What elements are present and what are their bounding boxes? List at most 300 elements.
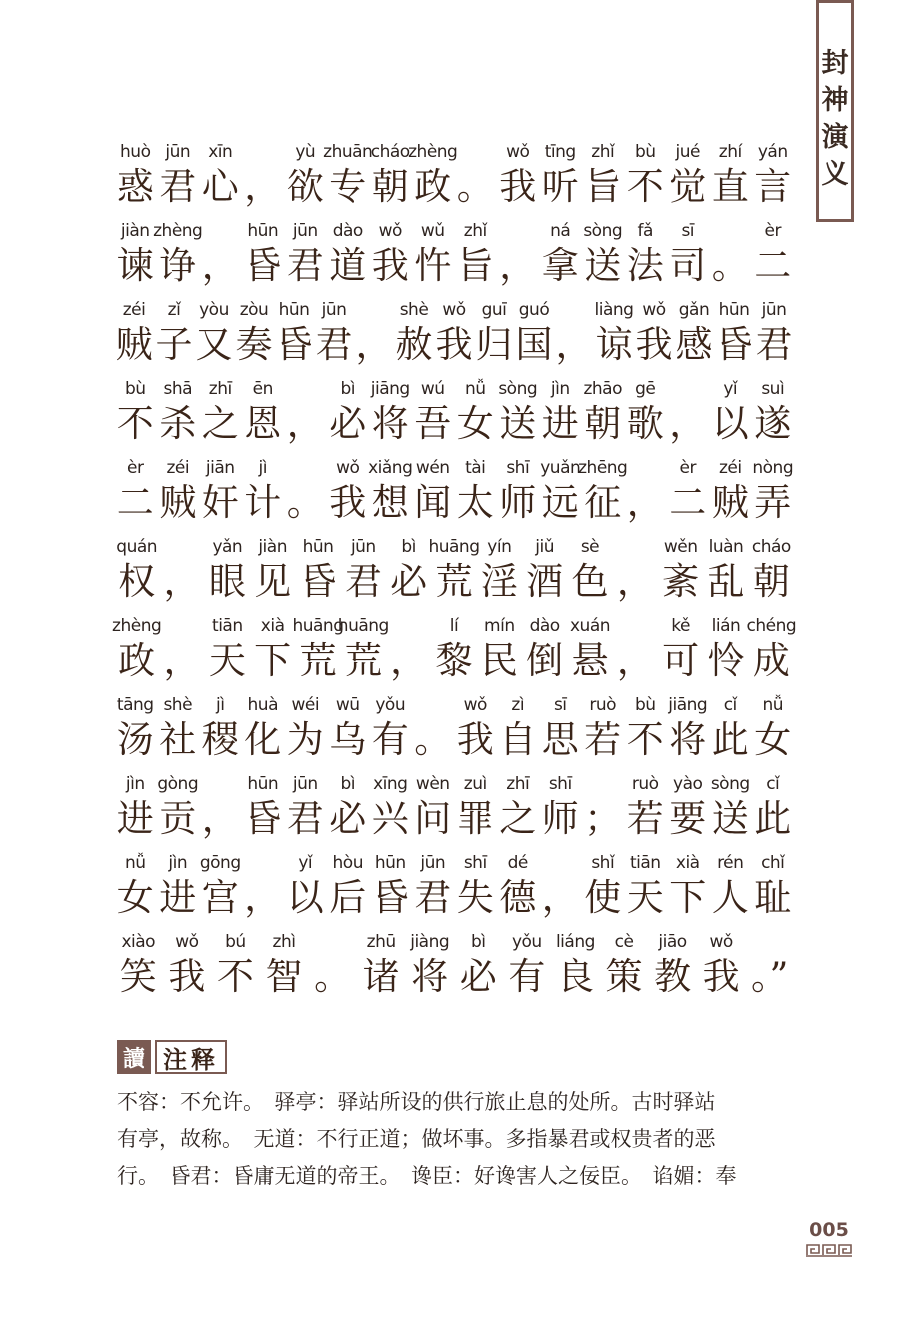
pinyin-syllable: huà [247, 695, 278, 715]
hanzi-char: 此 [711, 718, 749, 761]
pinyin-syllable: nòng [752, 458, 794, 478]
hanzi-row [114, 639, 794, 683]
hanzi-char: 君 [414, 876, 452, 919]
hanzi-char: 进 [541, 402, 579, 445]
pinyin-syllable: hūn [718, 300, 750, 320]
hanzi-row [114, 955, 794, 999]
hanzi-char: 后 [329, 876, 367, 919]
hanzi-char: 乱 [707, 560, 745, 603]
pinyin-syllable: yín [487, 537, 512, 557]
hanzi-char: 君 [755, 323, 793, 366]
pinyin-syllable: dào [529, 616, 560, 636]
hanzi-char: 下 [669, 876, 707, 919]
pinyin-syllable: yǐ [723, 379, 738, 399]
hanzi-char: 听 [541, 165, 579, 208]
hanzi-char: 眼 [208, 560, 246, 603]
hanzi-char: 诤 [159, 244, 197, 287]
pinyin-syllable: zhēng [578, 458, 628, 478]
pinyin-syllable: kě [671, 616, 690, 636]
hanzi-char: ， [286, 402, 324, 445]
pinyin-syllable: huāng [428, 537, 480, 557]
hanzi-char: 若 [584, 718, 622, 761]
pinyin-syllable: yǐ [298, 853, 313, 873]
hanzi-char: 以 [711, 402, 749, 445]
hanzi-char: 之 [201, 402, 239, 445]
hanzi-char: 昏 [299, 560, 337, 603]
hanzi-char: 见 [254, 560, 292, 603]
pinyin-row [112, 614, 797, 638]
pinyin-syllable: wǒ [709, 932, 733, 952]
hanzi-row [114, 560, 794, 604]
pinyin-row [114, 377, 794, 401]
hanzi-char: 必 [329, 797, 367, 840]
hanzi-char: ； [584, 797, 622, 840]
hanzi-char: 要 [669, 797, 707, 840]
hanzi-char: 天 [208, 639, 246, 682]
notes-read-icon: 讀 [117, 1040, 151, 1074]
pinyin-syllable: cè [614, 932, 634, 952]
hanzi-char: ， [163, 560, 201, 603]
hanzi-char: ， [244, 165, 282, 208]
pinyin-syllable: yǒu [375, 695, 406, 715]
hanzi-char: ， [616, 639, 654, 682]
book-title-char: 义 [821, 159, 849, 190]
pinyin-syllable: zuì [463, 774, 487, 794]
hanzi-char: 。” [750, 955, 789, 998]
hanzi-char: 怜 [707, 639, 745, 682]
book-title-tab-inner [818, 2, 852, 220]
pinyin-syllable: yù [295, 142, 316, 162]
hanzi-char: 遂 [754, 402, 792, 445]
pinyin-syllable: xīn [208, 142, 233, 162]
hanzi-row [114, 323, 794, 367]
hanzi-char: 谅 [595, 323, 633, 366]
reading-line [114, 772, 794, 851]
pinyin-syllable: shǐ [591, 853, 615, 873]
pinyin-syllable: guó [518, 300, 550, 320]
hanzi-char: 荒 [435, 560, 473, 603]
pinyin-syllable: yòu [199, 300, 229, 320]
pinyin-syllable: jiāo [658, 932, 687, 952]
hanzi-char: 将 [669, 718, 707, 761]
hanzi-char: 昏 [715, 323, 753, 366]
pinyin-syllable: ruò [631, 774, 659, 794]
hanzi-char: 必 [390, 560, 428, 603]
pinyin-syllable: hūn [247, 774, 279, 794]
hanzi-char: 问 [414, 797, 452, 840]
pinyin-syllable: zǐ [167, 300, 181, 320]
pinyin-syllable: wǒ [463, 695, 487, 715]
hanzi-char: 君 [159, 165, 197, 208]
pinyin-syllable: huāng [337, 616, 389, 636]
hanzi-char: 紊 [662, 560, 700, 603]
hanzi-char: 思 [541, 718, 579, 761]
pinyin-row [114, 140, 794, 164]
hanzi-char: 良 [556, 955, 594, 998]
pinyin-syllable: zéi [122, 300, 146, 320]
hanzi-char: 策 [605, 955, 643, 998]
pinyin-syllable: sī [681, 221, 695, 241]
pinyin-syllable: yào [673, 774, 703, 794]
hanzi-char: ， [355, 323, 393, 366]
hanzi-char: 专 [329, 165, 367, 208]
hanzi-char: 女 [754, 718, 792, 761]
hanzi-char: 悬 [571, 639, 609, 682]
hanzi-char: 送 [711, 797, 749, 840]
pinyin-syllable: zhèng [408, 142, 458, 162]
hanzi-char: 兴 [371, 797, 409, 840]
pinyin-syllable: gōng [199, 853, 241, 873]
pinyin-syllable: wěn [663, 537, 698, 557]
pinyin-syllable: cǐ [723, 695, 737, 715]
hanzi-char: 朝 [371, 165, 409, 208]
hanzi-char: 征 [584, 481, 622, 524]
hanzi-char: ， [499, 244, 537, 287]
pinyin-syllable: gòng [157, 774, 199, 794]
pinyin-syllable: hòu [332, 853, 363, 873]
hanzi-char: 法 [626, 244, 664, 287]
pinyin-syllable: ná [550, 221, 571, 241]
pinyin-syllable: jiàn [258, 537, 287, 557]
hanzi-char: 朝 [584, 402, 622, 445]
pinyin-syllable: wǒ [336, 458, 360, 478]
hanzi-char: 使 [584, 876, 622, 919]
hanzi-char: 必 [459, 955, 497, 998]
pinyin-syllable: bù [634, 142, 656, 162]
pinyin-syllable: zhuān [323, 142, 373, 162]
pinyin-syllable: sòng [498, 379, 538, 399]
pinyin-row [114, 219, 794, 243]
hanzi-char: 贼 [115, 323, 153, 366]
hanzi-char: 恩 [244, 402, 282, 445]
hanzi-char: 为 [286, 718, 324, 761]
pinyin-syllable: liáng [555, 932, 595, 952]
hanzi-char: 不 [116, 402, 154, 445]
hanzi-char: 政 [118, 639, 156, 682]
hanzi-char: 直 [711, 165, 749, 208]
pinyin-row [114, 298, 794, 322]
hanzi-char: 奸 [201, 481, 239, 524]
hanzi-char: 闻 [414, 481, 452, 524]
hanzi-char: ， [626, 481, 664, 524]
hanzi-char: 我 [168, 955, 206, 998]
pinyin-row [114, 772, 794, 796]
hanzi-char: 送 [499, 402, 537, 445]
pinyin-row [114, 693, 794, 717]
pinyin-syllable: wǒ [175, 932, 199, 952]
hanzi-char: 倒 [526, 639, 564, 682]
pinyin-syllable: yǎn [212, 537, 243, 557]
hanzi-char: 太 [456, 481, 494, 524]
pinyin-syllable: xiǎng [368, 458, 413, 478]
hanzi-char: 之 [499, 797, 537, 840]
hanzi-char: 弄 [754, 481, 792, 524]
hanzi-char: 汤 [116, 718, 154, 761]
pinyin-row [114, 456, 794, 480]
hanzi-char: 二 [669, 481, 707, 524]
hanzi-row [114, 402, 794, 446]
pinyin-syllable: huāng [292, 616, 344, 636]
hanzi-char: 国 [515, 323, 553, 366]
hanzi-char: 耻 [754, 876, 792, 919]
pinyin-syllable: zhǐ [463, 221, 487, 241]
pinyin-syllable: lián [711, 616, 741, 636]
hanzi-char: 进 [116, 797, 154, 840]
pinyin-syllable: xiào [121, 932, 156, 952]
pinyin-syllable: wéi [291, 695, 320, 715]
hanzi-char: 我 [702, 955, 740, 998]
pinyin-syllable: hūn [278, 300, 310, 320]
hanzi-char: 社 [159, 718, 197, 761]
pinyin-syllable: chéng [746, 616, 797, 636]
hanzi-row [114, 481, 794, 525]
pinyin-syllable: bì [340, 774, 355, 794]
pinyin-syllable: shā [163, 379, 193, 399]
pinyin-syllable: huò [120, 142, 151, 162]
pinyin-syllable: zòu [239, 300, 269, 320]
hanzi-char: 感 [675, 323, 713, 366]
hanzi-char: ， [541, 876, 579, 919]
pinyin-syllable: jué [675, 142, 700, 162]
pinyin-syllable: èr [764, 221, 781, 241]
pinyin-syllable: xīng [373, 774, 408, 794]
hanzi-char: 师 [499, 481, 537, 524]
hanzi-char: 赦 [395, 323, 433, 366]
hanzi-char: 酒 [526, 560, 564, 603]
hanzi-char: ， [201, 244, 239, 287]
pinyin-syllable: bú [225, 932, 246, 952]
hanzi-char: ， [244, 876, 282, 919]
pinyin-syllable: xuán [569, 616, 611, 636]
book-title-tab [816, 0, 854, 222]
hanzi-char: ， [669, 402, 707, 445]
hanzi-char: ， [616, 560, 654, 603]
hanzi-char: 此 [754, 797, 792, 840]
hanzi-char: 智 [265, 955, 303, 998]
hanzi-char: 必 [329, 402, 367, 445]
hanzi-char: 罪 [456, 797, 494, 840]
pinyin-syllable: jūn [321, 300, 347, 320]
hanzi-char: 笑 [119, 955, 157, 998]
hanzi-char: 进 [159, 876, 197, 919]
pinyin-syllable: zì [511, 695, 525, 715]
reading-line [114, 535, 794, 614]
hanzi-char: 昏 [275, 323, 313, 366]
hanzi-char: 子 [155, 323, 193, 366]
hanzi-char: 不 [626, 718, 664, 761]
hanzi-char: 有 [508, 955, 546, 998]
hanzi-char: 色 [571, 560, 609, 603]
pinyin-syllable: jiān [205, 458, 235, 478]
pinyin-syllable: zhí [718, 142, 742, 162]
pinyin-syllable: chǐ [761, 853, 785, 873]
reading-line [114, 298, 794, 377]
reading-line [114, 930, 794, 1009]
pinyin-syllable: hūn [374, 853, 406, 873]
hanzi-char: 昏 [371, 876, 409, 919]
hanzi-char: 权 [118, 560, 156, 603]
pinyin-syllable: jūn [292, 221, 318, 241]
hanzi-char: 。 [711, 244, 749, 287]
hanzi-char: 吾 [414, 402, 452, 445]
hanzi-char: 远 [541, 481, 579, 524]
pinyin-syllable: jìn [550, 379, 570, 399]
pinyin-syllable: jiāng [668, 695, 708, 715]
pinyin-syllable: wǒ [378, 221, 402, 241]
hanzi-char: 二 [116, 481, 154, 524]
hanzi-char: 民 [480, 639, 518, 682]
pinyin-syllable: wén [415, 458, 450, 478]
hanzi-char: 人 [711, 876, 749, 919]
pinyin-syllable: sòng [710, 774, 750, 794]
hanzi-char: 下 [254, 639, 292, 682]
hanzi-char: 昏 [244, 244, 282, 287]
hanzi-char: 杀 [159, 402, 197, 445]
pinyin-syllable: zéi [166, 458, 190, 478]
hanzi-char: 不 [626, 165, 664, 208]
hanzi-char: 将 [371, 402, 409, 445]
pinyin-syllable: rén [717, 853, 744, 873]
pinyin-syllable: zhèng [153, 221, 203, 241]
hanzi-char: 黎 [435, 639, 473, 682]
hanzi-char: 诸 [362, 955, 400, 998]
hanzi-char: 送 [584, 244, 622, 287]
pinyin-syllable: xià [675, 853, 700, 873]
notes-line: 行。 昏君：昏庸无道的帝王。 谗臣：好谗害人之佞臣。 谄媚：奉 [117, 1164, 737, 1188]
pinyin-syllable: suì [761, 379, 785, 399]
pinyin-syllable: bù [124, 379, 146, 399]
book-title-char: 神 [821, 85, 849, 116]
hanzi-char: 又 [195, 323, 233, 366]
pinyin-syllable: nǚ [464, 379, 486, 399]
pinyin-syllable: jūn [292, 774, 318, 794]
hanzi-char: 可 [662, 639, 700, 682]
pinyin-syllable: xià [260, 616, 285, 636]
pinyin-syllable: yuǎn [540, 458, 581, 478]
pinyin-syllable: cháo [751, 537, 791, 557]
pinyin-syllable: tài [465, 458, 486, 478]
reading-line [114, 140, 794, 219]
hanzi-char: ， [555, 323, 593, 366]
reading-text [112, 140, 797, 1009]
hanzi-char: 我 [456, 718, 494, 761]
hanzi-char: 我 [635, 323, 673, 366]
pinyin-syllable: shè [163, 695, 193, 715]
pinyin-syllable: shè [399, 300, 429, 320]
pinyin-syllable: shī [506, 458, 530, 478]
pinyin-syllable: nǚ [124, 853, 146, 873]
reading-line [112, 614, 797, 693]
pinyin-syllable: bì [401, 537, 416, 557]
pinyin-syllable: jūn [165, 142, 191, 162]
hanzi-row [114, 165, 794, 209]
pinyin-syllable: fǎ [637, 221, 653, 241]
hanzi-char: 忤 [414, 244, 452, 287]
pinyin-syllable: wǒ [506, 142, 530, 162]
pinyin-row [114, 930, 794, 954]
pinyin-syllable: èr [127, 458, 144, 478]
pinyin-syllable: dào [332, 221, 363, 241]
hanzi-char: 君 [286, 797, 324, 840]
pinyin-row [114, 851, 794, 875]
hanzi-char: 女 [116, 876, 154, 919]
pinyin-syllable: tīng [544, 142, 576, 162]
hanzi-char: 奏 [235, 323, 273, 366]
pinyin-syllable: yǒu [511, 932, 542, 952]
hanzi-char: 将 [411, 955, 449, 998]
pinyin-syllable: hūn [302, 537, 334, 557]
hanzi-char: 。 [456, 165, 494, 208]
reading-line [114, 456, 794, 535]
hanzi-char: 旨 [584, 165, 622, 208]
pinyin-syllable: tiān [212, 616, 243, 636]
notes-line: 不容：不允许。 驿亭：驿站所设的供行旅止息的处所。古时驿站 [117, 1090, 716, 1114]
hanzi-char: 成 [752, 639, 790, 682]
hanzi-char: 以 [286, 876, 324, 919]
pinyin-syllable: luàn [708, 537, 744, 557]
pinyin-syllable: sī [553, 695, 567, 715]
pinyin-row [114, 535, 794, 559]
pinyin-syllable: zhī [506, 774, 530, 794]
hanzi-char: 女 [456, 402, 494, 445]
pinyin-syllable: zéi [718, 458, 742, 478]
pinyin-syllable: ruò [589, 695, 617, 715]
hanzi-char: 歌 [626, 402, 664, 445]
pinyin-syllable: jì [258, 458, 267, 478]
pinyin-syllable: gē [635, 379, 656, 399]
hanzi-char: 贡 [159, 797, 197, 840]
hanzi-char: 我 [329, 481, 367, 524]
pinyin-syllable: yán [757, 142, 788, 162]
pinyin-syllable: hūn [247, 221, 279, 241]
notes-body [117, 1084, 793, 1195]
pinyin-syllable: sè [580, 537, 600, 557]
hanzi-char: 欲 [286, 165, 324, 208]
pinyin-syllable: dé [507, 853, 528, 873]
reading-line [114, 851, 794, 930]
pinyin-syllable: quán [116, 537, 158, 557]
hanzi-char: 道 [329, 244, 367, 287]
pinyin-syllable: jiāng [370, 379, 410, 399]
hanzi-char: 心 [201, 165, 239, 208]
hanzi-char: 觉 [669, 165, 707, 208]
pinyin-syllable: ēn [252, 379, 273, 399]
hanzi-char: 贼 [159, 481, 197, 524]
pinyin-syllable: gǎn [678, 300, 710, 320]
pinyin-syllable: bì [340, 379, 355, 399]
hanzi-char: 旨 [456, 244, 494, 287]
reading-line [114, 377, 794, 456]
pinyin-syllable: jìn [168, 853, 188, 873]
hanzi-row [114, 718, 794, 762]
hanzi-char: 我 [435, 323, 473, 366]
pinyin-syllable: jiàn [120, 221, 150, 241]
hanzi-char: ， [390, 639, 428, 682]
hanzi-char: 君 [344, 560, 382, 603]
pinyin-syllable: tāng [116, 695, 154, 715]
pinyin-syllable: jì [216, 695, 225, 715]
pinyin-syllable: zhāo [583, 379, 623, 399]
pinyin-syllable: wǒ [442, 300, 466, 320]
hanzi-char: 拿 [541, 244, 579, 287]
hanzi-char: 司 [669, 244, 707, 287]
pinyin-syllable: zhì [272, 932, 296, 952]
pinyin-syllable: èr [679, 458, 696, 478]
pinyin-syllable: tiān [629, 853, 661, 873]
pinyin-syllable: jūn [350, 537, 376, 557]
hanzi-char: 朝 [752, 560, 790, 603]
hanzi-char: 有 [371, 718, 409, 761]
